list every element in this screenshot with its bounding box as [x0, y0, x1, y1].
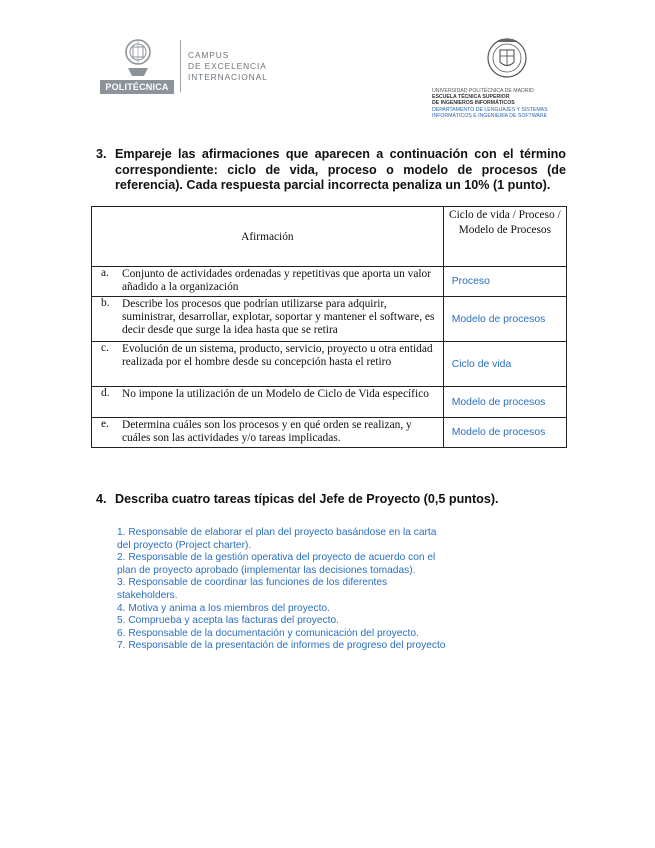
- statement-cell: [92, 387, 444, 418]
- statement-cell: [92, 267, 444, 297]
- header-answer: Ciclo de vida / Proceso / Modelo de Procesos: [443, 207, 566, 267]
- campus-line: CAMPUS: [188, 50, 230, 60]
- header-divider: [180, 40, 181, 92]
- row-letter: b.: [101, 297, 110, 309]
- table-row: [92, 418, 567, 448]
- campus-line: INTERNACIONAL: [188, 72, 268, 82]
- table-row: [92, 267, 567, 297]
- row-letter: c.: [101, 342, 109, 354]
- list-item: 1. Responsable de elaborar el plan del proyecto basándose en la carta del proyecto (Project charter).: [117, 527, 437, 551]
- upm-seal-icon: [120, 38, 156, 78]
- row-letter: d.: [101, 387, 110, 399]
- campus-excelencia-text: [188, 50, 268, 83]
- answer-cell: Proceso: [443, 267, 566, 297]
- question-text: Empareje las afirmaciones que aparecen a continuación con el término correspondiente: ciclo de vida, proceso o modelo de procesos (de referencia). Cada respuesta parcial incorrecta penaliza un 10% (1 punto).: [115, 147, 566, 192]
- list-item: 6. Responsable de la documentación y comunicación del proyecto.: [117, 627, 419, 639]
- answer-cell: Modelo de procesos: [443, 297, 566, 342]
- statement-text: Determina cuáles son los procesos y en qué orden se realizan, y cuáles son las actividades y/o tareas implicadas.: [122, 419, 412, 445]
- answer-cell: Modelo de procesos: [443, 387, 566, 418]
- answer-cell: Ciclo de vida: [443, 342, 566, 387]
- question-3: [96, 147, 566, 194]
- matching-table: [91, 206, 567, 448]
- etsi-text: [432, 88, 548, 119]
- list-item: 4. Motiva y anima a los miembros del proyecto.: [117, 602, 330, 614]
- etsi-logo-block: [430, 36, 548, 130]
- campus-line: DE EXCELENCIA: [188, 61, 267, 71]
- statement-cell: [92, 418, 444, 448]
- etsi-line: DE INGENIEROS INFORMÁTICOS: [432, 100, 515, 107]
- etsi-line: ESCUELA TÉCNICA SUPERIOR: [432, 94, 510, 101]
- table-header-row: [92, 207, 567, 267]
- statement-text: Describe los procesos que podrían utilizarse para adquirir, suministrar, desarrollar, explotar, soportar y mantener el software, es decir desde que surge la idea hasta que se retira: [122, 298, 435, 337]
- etsi-line: UNIVERSIDAD POLITÉCNICA DE MADRID: [432, 88, 534, 94]
- upm-logo-block: [100, 36, 268, 98]
- statement-text: Conjunto de actividades ordenadas y repetitivas que aporta un valor añadido a la organización: [122, 268, 432, 294]
- answer-list: [117, 527, 447, 653]
- statement-text: No impone la utilización de un Modelo de Ciclo de Vida específico: [122, 388, 429, 400]
- etsi-line: INFORMÁTICOS E INGENIERÍA DE SOFTWARE: [432, 112, 548, 119]
- list-item: 5. Comprueba y acepta las facturas del proyecto.: [117, 615, 339, 627]
- statement-cell: [92, 297, 444, 342]
- row-letter: a.: [101, 267, 109, 279]
- table-row: [92, 387, 567, 418]
- question-number: 3.: [96, 147, 107, 161]
- etsi-line: DEPARTAMENTO DE LENGUAJES Y SISTEMAS: [432, 106, 548, 113]
- list-item: 7. Responsable de la presentación de informes de progreso del proyecto: [117, 640, 446, 652]
- list-item: 3. Responsable de coordinar las funciones de los diferentes stakeholders.: [117, 577, 388, 601]
- table-row: [92, 297, 567, 342]
- question-number: 4.: [96, 492, 107, 506]
- statement-cell: [92, 342, 444, 387]
- upm-logo-label: POLITÉCNICA: [100, 80, 174, 94]
- answer-cell: Modelo de procesos: [443, 418, 566, 448]
- row-letter: e.: [101, 418, 109, 430]
- question-4: [96, 492, 566, 508]
- question-text: Describa cuatro tareas típicas del Jefe de Proyecto (0,5 puntos).: [115, 492, 499, 506]
- header-statement: Afirmación: [92, 207, 444, 267]
- etsi-seal-icon: [486, 36, 528, 80]
- statement-text: Evolución de un sistema, producto, servicio, proyecto u otra entidad realizada por el hombre desde su concepción hasta el retiro: [122, 343, 433, 369]
- table-row: [92, 342, 567, 387]
- list-item: 2. Responsable de la gestión operativa del proyecto de acuerdo con el plan de proyecto aprobado (implementar las decisiones tomadas).: [117, 552, 436, 576]
